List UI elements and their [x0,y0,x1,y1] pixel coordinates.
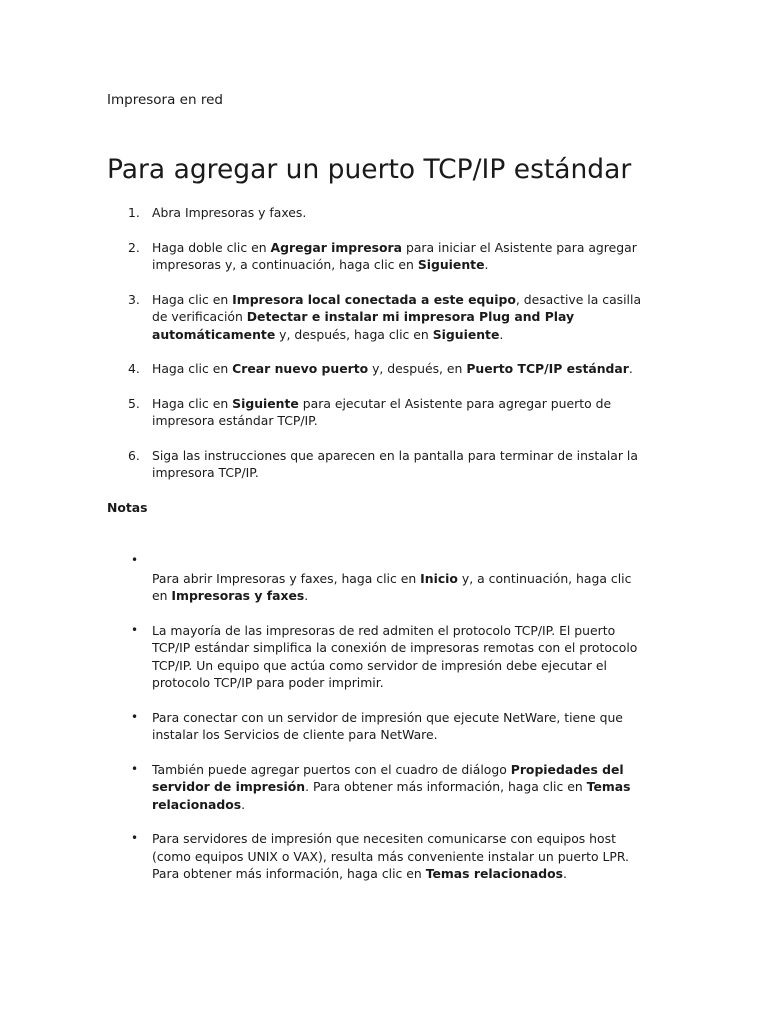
step-text: impresoras y, a continuación, haga clic en [152,257,418,272]
note-text: Para abrir Impresoras y faxes, haga clic en [152,570,421,586]
step-3 [107,291,655,344]
note-3 [107,709,655,744]
bullet-icon: • [131,709,139,724]
step-text: de verificación [152,309,247,324]
bullet-icon: • [131,761,139,776]
step-4 [107,360,655,378]
note-text: La mayoría de las impresoras de red admiten el protocolo TCP/IP. El puerto [152,622,616,638]
steps-list [107,204,655,499]
step-bold: Siguiente [232,395,299,411]
step-text: . [628,361,633,376]
step-text: Abra Impresoras y faxes. [152,205,307,220]
note-text: instalar los Servicios de cliente para NetWare. [152,727,438,742]
step-text: Haga doble clic en [152,239,271,255]
step-number: 2. [128,239,140,255]
step-2 [107,239,655,274]
step-text: , desactive la casilla [515,291,642,307]
bullet-icon: • [131,622,139,637]
note-1 [107,552,655,605]
document-header: Impresora en red [107,92,223,108]
note-text: . [563,866,567,881]
note-text: . [304,588,309,603]
step-bold: Detectar e instalar mi impresora Plug and Play [246,309,575,324]
step-text: Siga las instrucciones que aparecen en la pantalla para terminar de instalar la [152,447,638,463]
note-text: protocolo TCP/IP para poder imprimir. [152,675,384,690]
note-text: (como equipos UNIX o VAX), resulta más conveniente instalar un puerto LPR. [152,848,629,864]
note-text: . Para obtener más información, haga clic en [305,779,587,794]
note-bold: Propiedades del [510,761,624,777]
step-bold: Agregar impresora [270,239,403,255]
bullet-icon: • [131,831,139,845]
note-text: Para servidores de impresión que necesiten comunicarse con equipos host [152,831,616,846]
note-bold: servidor de impresión [152,779,306,794]
note-text: en [152,588,172,603]
page-title: Para agregar un puerto TCP/IP estándar [107,154,632,185]
step-1 [107,204,655,222]
note-bold: Inicio [420,570,458,586]
step-text: para ejecutar el Asistente para agregar puerto de [298,395,612,411]
step-text: . [499,326,504,342]
step-text: para iniciar el Asistente para agregar [402,239,637,255]
step-text: y, después, en [368,361,467,376]
step-text: impresora estándar TCP/IP. [152,413,318,428]
step-bold: Puerto TCP/IP estándar [466,361,629,376]
note-text: También puede agregar puertos con el cuadro de diálogo [152,761,511,777]
step-number: 6. [128,447,140,463]
note-bold: Temas [586,779,631,794]
notes-heading: Notas [107,500,148,515]
step-5 [107,395,655,430]
step-bold: Impresora local conectada a este equipo [232,291,516,307]
bullet-icon: • [131,553,139,567]
step-bold: automáticamente [152,326,276,342]
note-text: Para obtener más información, haga clic en [152,866,426,881]
step-6 [107,447,655,482]
note-5 [107,830,655,883]
step-text: impresora TCP/IP. [152,465,259,480]
step-number: 3. [128,291,140,307]
step-number: 1. [128,205,140,220]
note-bold: relacionados [152,796,242,812]
note-text: y, a continuación, haga clic [457,570,632,586]
note-text: TCP/IP estándar simplifica la conexión de impresoras remotas con el protocolo [152,640,638,655]
step-text: Haga clic en [152,361,233,376]
note-text: TCP/IP. Un equipo que actúa como servidor de impresión debe ejecutar el [152,657,607,673]
step-bold: Siguiente [417,257,485,272]
step-text: . [484,257,489,272]
note-bold: Impresoras y faxes [171,588,305,603]
step-bold: Crear nuevo puerto [232,361,369,376]
step-number: 4. [128,361,140,376]
notes-list [107,552,655,900]
step-text: Haga clic en [152,395,233,411]
step-text: Haga clic en [152,291,233,307]
note-2 [107,622,655,692]
step-text: y, después, haga clic en [275,326,433,342]
step-number: 5. [128,395,140,411]
note-text: Para conectar con un servidor de impresión que ejecute NetWare, tiene que [152,709,623,725]
step-bold: Siguiente [432,326,500,342]
note-text: . [241,796,246,812]
note-bold: Temas relacionados [425,866,564,881]
note-4 [107,761,655,814]
